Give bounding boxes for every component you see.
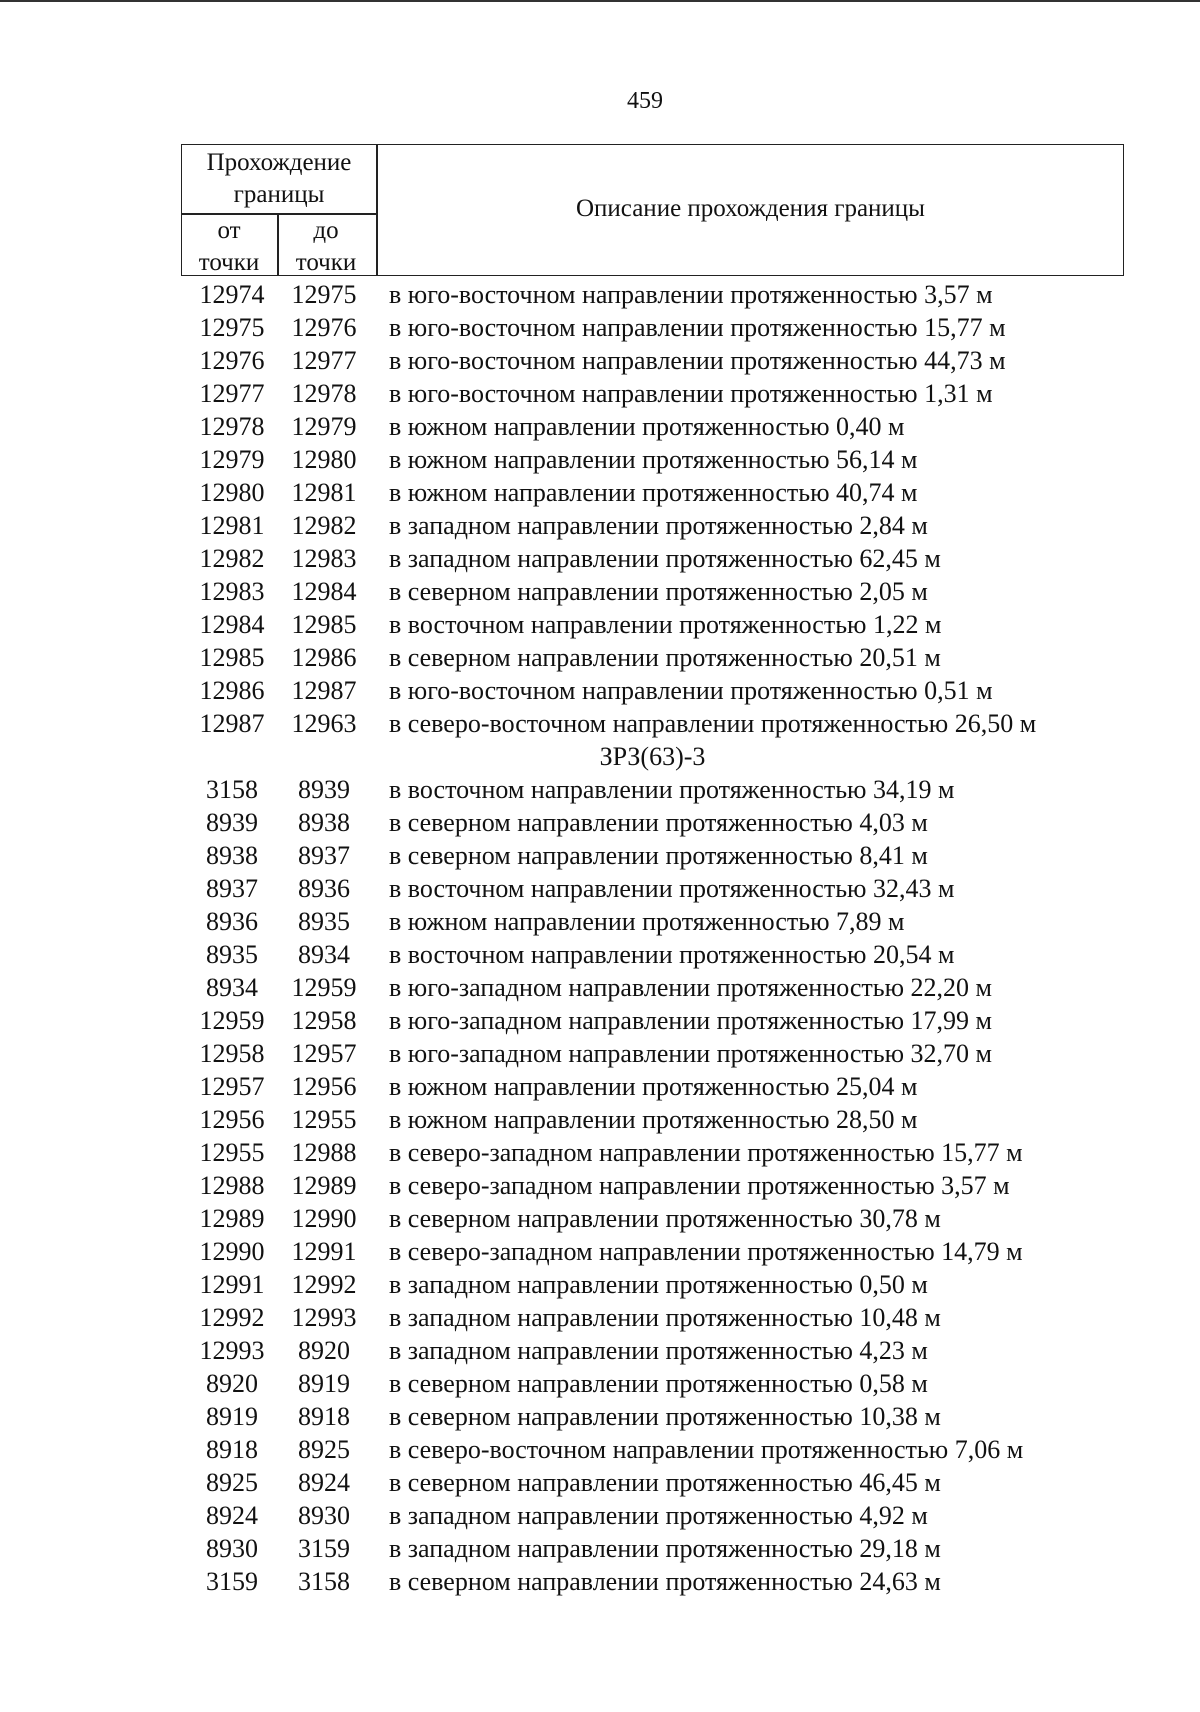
boundary-description: в юго-восточном направлении протяженностью 44,73 м [389,346,1006,375]
from-point: 12990 [199,1237,265,1266]
from-point: 12982 [199,544,265,573]
table-row [181,575,1141,608]
header-group-label: Прохождение границы [206,149,352,208]
to-point: 12980 [291,445,357,474]
table-row [181,1367,1141,1400]
to-point: 12991 [291,1237,357,1266]
boundary-description: в северо-восточном направлении протяженностью 7,06 м [389,1435,1024,1464]
boundary-description: в западном направлении протяженностью 4,23 м [389,1336,928,1365]
table-row [181,773,1141,806]
from-point: 12992 [199,1303,265,1332]
table-row [181,839,1141,872]
table-row [181,707,1141,740]
from-point: 8938 [206,841,258,870]
to-point: 8937 [298,841,350,870]
boundary-description: в северном направлении протяженностью 20,51 м [389,643,941,672]
table-row [181,872,1141,905]
from-point: 12981 [199,511,265,540]
table-row [181,1433,1141,1466]
boundary-description: в восточном направлении протяженностью 32,43 м [389,874,955,903]
to-point: 12989 [291,1171,357,1200]
table-row [181,1136,1141,1169]
table-row [181,1301,1141,1334]
boundary-description: в юго-восточном направлении протяженностью 1,31 м [389,379,993,408]
from-point: 8939 [206,808,258,837]
section-heading: ЗРЗ(63)-3 [599,742,706,771]
to-point: 12976 [291,313,357,342]
to-point: 8930 [298,1501,350,1530]
from-point: 8937 [206,874,258,903]
to-point: 12975 [291,280,357,309]
boundary-description: в западном направлении протяженностью 62,45 м [389,544,941,573]
from-point: 12987 [199,709,265,738]
from-point: 12980 [199,478,265,507]
from-point: 12978 [199,412,265,441]
boundary-description: в юго-восточном направлении протяженностью 3,57 м [389,280,993,309]
header-description-label: Описание прохождения границы [576,195,925,222]
table-row [181,1532,1141,1565]
boundary-description: в восточном направлении протяженностью 34,19 м [389,775,955,804]
from-point: 12975 [199,313,265,342]
table-row [181,641,1141,674]
from-point: 12959 [199,1006,265,1035]
from-point: 8936 [206,907,258,936]
to-point: 8935 [298,907,350,936]
boundary-description: в восточном направлении протяженностью 20,54 м [389,940,955,969]
from-point: 12955 [199,1138,265,1167]
to-point: 12990 [291,1204,357,1233]
table-row [181,1235,1141,1268]
page-top-edge [0,0,1200,2]
from-point: 12988 [199,1171,265,1200]
to-point: 3159 [298,1534,350,1563]
to-point: 12984 [291,577,357,606]
table-row [181,542,1141,575]
boundary-description: в северном направлении протяженностью 24,63 м [389,1567,941,1596]
to-point: 12963 [291,709,357,738]
from-point: 12983 [199,577,265,606]
table-row [181,410,1141,443]
boundary-description: в северном направлении протяженностью 30,78 м [389,1204,941,1233]
to-point: 8919 [298,1369,350,1398]
boundary-description: в северо-западном направлении протяженностью 3,57 м [389,1171,1010,1200]
boundary-description: в северном направлении протяженностью 0,58 м [389,1369,928,1398]
to-point: 12977 [291,346,357,375]
to-point: 12955 [291,1105,357,1134]
boundary-description: в северном направлении протяженностью 2,05 м [389,577,928,606]
boundary-description: в юго-западном направлении протяженностью 32,70 м [389,1039,992,1068]
from-point: 3158 [206,775,258,804]
from-point: 8918 [206,1435,258,1464]
boundary-description: в южном направлении протяженностью 40,74 м [389,478,918,507]
to-point: 8920 [298,1336,350,1365]
from-point: 12991 [199,1270,265,1299]
to-point: 8924 [298,1468,350,1497]
table-row [181,443,1141,476]
to-point: 12985 [291,610,357,639]
table-row [181,278,1141,311]
boundary-description: в южном направлении протяженностью 56,14 м [389,445,918,474]
from-point: 12986 [199,676,265,705]
to-point: 8939 [298,775,350,804]
from-point: 8935 [206,940,258,969]
boundary-description: в северо-западном направлении протяженностью 15,77 м [389,1138,1023,1167]
header-to-label: до точки [295,217,357,276]
to-point: 8934 [298,940,350,969]
section-heading-row [181,740,1141,773]
to-point: 12993 [291,1303,357,1332]
boundary-description: в южном направлении протяженностью 7,89 м [389,907,905,936]
to-point: 12959 [291,973,357,1002]
table-row [181,377,1141,410]
to-point: 12981 [291,478,357,507]
table-row [181,311,1141,344]
to-point: 12956 [291,1072,357,1101]
table-row [181,1004,1141,1037]
boundary-description: в южном направлении протяженностью 25,04 м [389,1072,918,1101]
to-point: 3158 [298,1567,350,1596]
from-point: 12977 [199,379,265,408]
table-row [181,1400,1141,1433]
boundary-description: в южном направлении протяженностью 0,40 м [389,412,905,441]
table-row [181,971,1141,1004]
boundary-description: в юго-западном направлении протяженностью 17,99 м [389,1006,992,1035]
table-row [181,905,1141,938]
table-row [181,674,1141,707]
header-divider-from-to [277,213,279,275]
boundary-description: в северном направлении протяженностью 10,38 м [389,1402,941,1431]
table-row [181,1169,1141,1202]
table-row [181,1268,1141,1301]
table-row [181,1070,1141,1103]
to-point: 12988 [291,1138,357,1167]
boundary-description: в северо-восточном направлении протяженностью 26,50 м [389,709,1037,738]
table-row [181,1202,1141,1235]
from-point: 8920 [206,1369,258,1398]
from-point: 12958 [199,1039,265,1068]
boundary-description: в северном направлении протяженностью 8,41 м [389,841,928,870]
boundary-table-body [181,278,1141,1598]
to-point: 12978 [291,379,357,408]
boundary-description: в западном направлении протяженностью 4,92 м [389,1501,928,1530]
from-point: 12985 [199,643,265,672]
from-point: 8919 [206,1402,258,1431]
to-point: 12982 [291,511,357,540]
table-row [181,476,1141,509]
boundary-description: в северном направлении протяженностью 4,03 м [389,808,928,837]
boundary-description: в западном направлении протяженностью 0,50 м [389,1270,928,1299]
from-point: 12957 [199,1072,265,1101]
to-point: 8918 [298,1402,350,1431]
table-row [181,608,1141,641]
table-row [181,1499,1141,1532]
to-point: 12992 [291,1270,357,1299]
table-row [181,806,1141,839]
boundary-description: в южном направлении протяженностью 28,50 м [389,1105,918,1134]
table-row [181,1334,1141,1367]
from-point: 12989 [199,1204,265,1233]
to-point: 12958 [291,1006,357,1035]
to-point: 12979 [291,412,357,441]
table-row [181,1037,1141,1070]
table-row [181,1565,1141,1598]
boundary-description: в юго-восточном направлении протяженностью 15,77 м [389,313,1006,342]
table-row [181,938,1141,971]
from-point: 12979 [199,445,265,474]
from-point: 8924 [206,1501,258,1530]
to-point: 12986 [291,643,357,672]
boundary-description: в юго-восточном направлении протяженностью 0,51 м [389,676,993,705]
from-point: 8930 [206,1534,258,1563]
page-number: 459 [627,88,663,114]
table-row [181,509,1141,542]
boundary-description: в восточном направлении протяженностью 1,22 м [389,610,942,639]
to-point: 8925 [298,1435,350,1464]
boundary-description: в северо-западном направлении протяженностью 14,79 м [389,1237,1023,1266]
table-row [181,344,1141,377]
boundary-description: в западном направлении протяженностью 29,18 м [389,1534,941,1563]
from-point: 12984 [199,610,265,639]
boundary-description: в западном направлении протяженностью 10,48 м [389,1303,941,1332]
from-point: 12956 [199,1105,265,1134]
to-point: 12987 [291,676,357,705]
from-point: 12993 [199,1336,265,1365]
boundary-description: в юго-западном направлении протяженностью 22,20 м [389,973,992,1002]
table-row [181,1103,1141,1136]
to-point: 8936 [298,874,350,903]
table-row [181,1466,1141,1499]
to-point: 12957 [291,1039,357,1068]
from-point: 12976 [199,346,265,375]
from-point: 12974 [199,280,265,309]
from-point: 8925 [206,1468,258,1497]
to-point: 8938 [298,808,350,837]
from-point: 3159 [206,1567,258,1596]
boundary-description: в северном направлении протяженностью 46,45 м [389,1468,941,1497]
to-point: 12983 [291,544,357,573]
table-header [181,144,1124,276]
from-point: 8934 [206,973,258,1002]
header-from-label: от точки [198,217,260,276]
boundary-description: в западном направлении протяженностью 2,84 м [389,511,928,540]
